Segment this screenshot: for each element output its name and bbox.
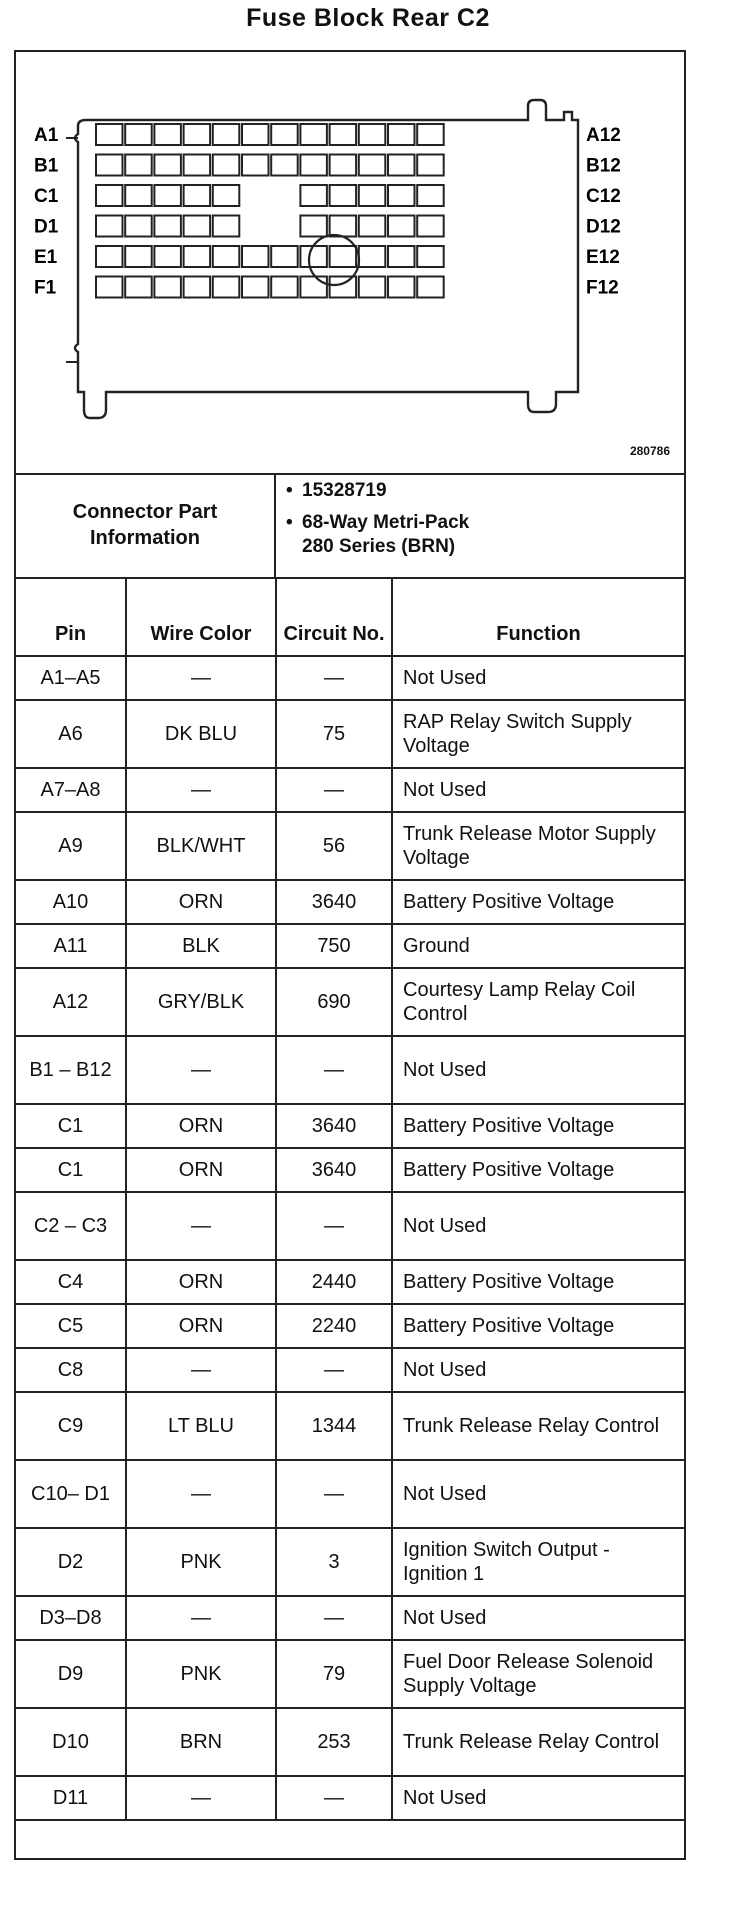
function-cell: Courtesy Lamp Relay Coil Control (392, 968, 684, 1036)
connector-cavity (388, 124, 415, 145)
function-cell: Battery Positive Voltage (392, 1304, 684, 1348)
pin-cell: C9 (16, 1392, 126, 1460)
connector-cavity (330, 216, 357, 237)
connector-cavity (184, 124, 211, 145)
connector-cavity (184, 185, 211, 206)
table-row (16, 656, 684, 700)
wire-color-cell: PNK (126, 1640, 276, 1708)
page-title: Fuse Block Rear C2 (246, 4, 490, 32)
connector-cavity (417, 246, 444, 267)
connector-cavity (96, 185, 123, 206)
circuit-no-cell: — (276, 1460, 392, 1528)
pinout-table (16, 577, 684, 1821)
connector-cavity (125, 124, 152, 145)
connector-part-info (16, 473, 684, 579)
figure-id: 280786 (629, 444, 670, 458)
circuit-no-cell: — (276, 656, 392, 700)
connector-cavity (154, 246, 181, 267)
connector-cavity (359, 246, 386, 267)
connector-cavity (154, 216, 181, 237)
function-cell: Ignition Switch Output - Ignition 1 (392, 1528, 684, 1596)
pin-cell: B1 – B12 (16, 1036, 126, 1104)
connector-cavity (242, 155, 269, 176)
connector-cavity (213, 155, 240, 176)
connector-cavity (359, 155, 386, 176)
function-cell: Not Used (392, 1036, 684, 1104)
connector-cavity (330, 246, 357, 267)
wire-color-cell: ORN (126, 1304, 276, 1348)
row-label-left: A1 (34, 125, 59, 146)
connector-cavity (330, 155, 357, 176)
table-row (16, 1708, 684, 1776)
connector-cavity (184, 155, 211, 176)
circuit-no-cell: 3 (276, 1528, 392, 1596)
table-row (16, 1460, 684, 1528)
pin-cell: A7–A8 (16, 768, 126, 812)
connector-cavity (388, 185, 415, 206)
connector-cavity (154, 185, 181, 206)
connector-cavity (96, 155, 123, 176)
connector-cavity (96, 124, 123, 145)
pin-cell: C1 (16, 1148, 126, 1192)
connector-cavity (359, 124, 386, 145)
table-row (16, 1304, 684, 1348)
function-cell: Not Used (392, 1192, 684, 1260)
connector-cavity (213, 216, 240, 237)
wire-color-cell: LT BLU (126, 1392, 276, 1460)
connector-cavity (125, 216, 152, 237)
connector-description-line1: 68-Way Metri-Pack (302, 512, 470, 533)
table-row (16, 1104, 684, 1148)
wire-color-cell: ORN (126, 1260, 276, 1304)
connector-cavity (125, 185, 152, 206)
connector-cavity (359, 216, 386, 237)
connector-description-item (278, 511, 678, 559)
connector-cavity (242, 124, 269, 145)
connector-cavity (300, 155, 327, 176)
function-cell: Not Used (392, 1776, 684, 1820)
pin-cell: C10– D1 (16, 1460, 126, 1528)
pin-cell: A6 (16, 700, 126, 768)
wire-color-cell: BRN (126, 1708, 276, 1776)
pin-cell: A1–A5 (16, 656, 126, 700)
circuit-no-cell: 750 (276, 924, 392, 968)
circuit-no-cell: 3640 (276, 880, 392, 924)
table-row (16, 812, 684, 880)
wire-color-cell: PNK (126, 1528, 276, 1596)
connector-cavity (242, 246, 269, 267)
connector-cavity (417, 185, 444, 206)
connector-cavity (184, 277, 211, 298)
pin-cell: D9 (16, 1640, 126, 1708)
circuit-no-cell: 3640 (276, 1148, 392, 1192)
part-number: 15328719 (302, 480, 387, 501)
row-label-right: E12 (586, 247, 620, 268)
row-label-right: F12 (586, 277, 619, 299)
row-label-right: A12 (586, 125, 621, 146)
row-label-right: B12 (586, 155, 621, 177)
connector-diagram (16, 52, 684, 475)
connector-cavity (271, 155, 298, 176)
wire-color-cell: ORN (126, 1148, 276, 1192)
connector-cavity (300, 277, 327, 298)
connector-cavity (154, 124, 181, 145)
connector-cavity (417, 216, 444, 237)
wire-color-cell: — (126, 768, 276, 812)
function-cell: Battery Positive Voltage (392, 880, 684, 924)
bullet-icon: • (286, 480, 293, 501)
function-cell: Trunk Release Relay Control (392, 1708, 684, 1776)
pin-cell: A12 (16, 968, 126, 1036)
pin-cell: A10 (16, 880, 126, 924)
connector-cavity (184, 246, 211, 267)
row-label-left: C1 (34, 186, 59, 207)
connector-cavity (300, 216, 327, 237)
connector-cavity (388, 246, 415, 267)
circuit-no-cell: 75 (276, 700, 392, 768)
pin-cell: D3–D8 (16, 1596, 126, 1640)
circuit-no-cell: — (276, 1596, 392, 1640)
circuit-no-cell: — (276, 1348, 392, 1392)
circuit-no-cell: — (276, 1192, 392, 1260)
wire-color-cell: DK BLU (126, 700, 276, 768)
function-cell: Fuel Door Release Solenoid Supply Voltage (392, 1640, 684, 1708)
wire-color-cell: — (126, 1460, 276, 1528)
table-row (16, 1192, 684, 1260)
pin-cell: C5 (16, 1304, 126, 1348)
connector-cavity (417, 124, 444, 145)
table-row (16, 700, 684, 768)
connector-cavity (359, 185, 386, 206)
function-cell: Trunk Release Motor Supply Voltage (392, 812, 684, 880)
connector-cavity (96, 246, 123, 267)
header-function: Function (392, 578, 684, 656)
function-cell: RAP Relay Switch Supply Voltage (392, 700, 684, 768)
part-number-item (278, 479, 678, 503)
connector-cavity (300, 124, 327, 145)
circuit-no-cell: 3640 (276, 1104, 392, 1148)
connector-cavity (213, 246, 240, 267)
circuit-no-cell: 1344 (276, 1392, 392, 1460)
function-cell: Not Used (392, 1596, 684, 1640)
pin-cell: D11 (16, 1776, 126, 1820)
wire-color-cell: — (126, 1192, 276, 1260)
connector-cavity (388, 277, 415, 298)
circuit-no-cell: 2440 (276, 1260, 392, 1304)
table-row (16, 924, 684, 968)
connector-part-info-label: Connector Part Information (16, 473, 276, 577)
wire-color-cell: — (126, 1036, 276, 1104)
table-row (16, 1640, 684, 1708)
connector-cavity (417, 155, 444, 176)
connector-cavity (96, 216, 123, 237)
connector-cavity (271, 246, 298, 267)
function-cell: Not Used (392, 1348, 684, 1392)
table-row (16, 1348, 684, 1392)
header-wire-color: Wire Color (126, 578, 276, 656)
row-label-right: D12 (586, 216, 621, 238)
table-row (16, 768, 684, 812)
connector-cavity (359, 277, 386, 298)
header-pin: Pin (16, 578, 126, 656)
connector-cavity (154, 277, 181, 298)
connector-cavity (125, 277, 152, 298)
pin-cell: D2 (16, 1528, 126, 1596)
wire-color-cell: — (126, 1348, 276, 1392)
table-row (16, 880, 684, 924)
pin-cell: C8 (16, 1348, 126, 1392)
pin-cell: A11 (16, 924, 126, 968)
wire-color-cell: BLK (126, 924, 276, 968)
row-label-left: B1 (34, 155, 59, 177)
connector-cavity (271, 277, 298, 298)
function-cell: Battery Positive Voltage (392, 1104, 684, 1148)
table-row (16, 968, 684, 1036)
pin-cell: C4 (16, 1260, 126, 1304)
row-label-left: F1 (34, 277, 57, 299)
function-cell: Ground (392, 924, 684, 968)
connector-cavity (300, 185, 327, 206)
connector-face-drawing (16, 52, 684, 473)
function-cell: Not Used (392, 1460, 684, 1528)
table-row (16, 1260, 684, 1304)
connector-cavity (300, 246, 327, 267)
circuit-no-cell: 690 (276, 968, 392, 1036)
table-row (16, 1528, 684, 1596)
row-label-right: C12 (586, 186, 621, 207)
circuit-no-cell: 253 (276, 1708, 392, 1776)
circuit-no-cell: — (276, 1776, 392, 1820)
connector-cavity (213, 185, 240, 206)
connector-cavity (271, 124, 298, 145)
wire-color-cell: ORN (126, 1104, 276, 1148)
table-row (16, 1148, 684, 1192)
connector-cavity (213, 277, 240, 298)
pin-cell: C2 – C3 (16, 1192, 126, 1260)
function-cell: Battery Positive Voltage (392, 1260, 684, 1304)
wire-color-cell: BLK/WHT (126, 812, 276, 880)
table-row (16, 1392, 684, 1460)
connector-cavity (125, 155, 152, 176)
table-row (16, 1596, 684, 1640)
function-cell: Battery Positive Voltage (392, 1148, 684, 1192)
function-cell: Trunk Release Relay Control (392, 1392, 684, 1460)
header-circuit-no: Circuit No. (276, 578, 392, 656)
table-row (16, 1776, 684, 1820)
pin-cell: D10 (16, 1708, 126, 1776)
pin-cell: A9 (16, 812, 126, 880)
wire-color-cell: — (126, 1776, 276, 1820)
pinout-header-row (16, 578, 684, 656)
wire-color-cell: ORN (126, 880, 276, 924)
connector-cavity (388, 216, 415, 237)
connector-cavity (184, 216, 211, 237)
circuit-no-cell: — (276, 768, 392, 812)
connector-cavity (213, 124, 240, 145)
connector-cavity (242, 277, 269, 298)
connector-cavity (154, 155, 181, 176)
connector-cavity (96, 277, 123, 298)
pin-cell: C1 (16, 1104, 126, 1148)
circuit-no-cell: — (276, 1036, 392, 1104)
bullet-icon: • (286, 512, 293, 533)
row-label-left: E1 (34, 247, 58, 268)
circuit-no-cell: 56 (276, 812, 392, 880)
circuit-no-cell: 2240 (276, 1304, 392, 1348)
connector-cavity (330, 277, 357, 298)
connector-description-line2: 280 Series (BRN) (302, 536, 456, 557)
table-row (16, 1036, 684, 1104)
row-label-left: D1 (34, 216, 59, 238)
wire-color-cell: — (126, 1596, 276, 1640)
connector-sheet (14, 50, 686, 1860)
connector-cavity (330, 185, 357, 206)
function-cell: Not Used (392, 656, 684, 700)
function-cell: Not Used (392, 768, 684, 812)
circuit-no-cell: 79 (276, 1640, 392, 1708)
connector-cavity (417, 277, 444, 298)
connector-part-info-list (278, 479, 678, 567)
wire-color-cell: — (126, 656, 276, 700)
connector-cavity (330, 124, 357, 145)
connector-cavity (388, 155, 415, 176)
connector-cavity (125, 246, 152, 267)
wire-color-cell: GRY/BLK (126, 968, 276, 1036)
